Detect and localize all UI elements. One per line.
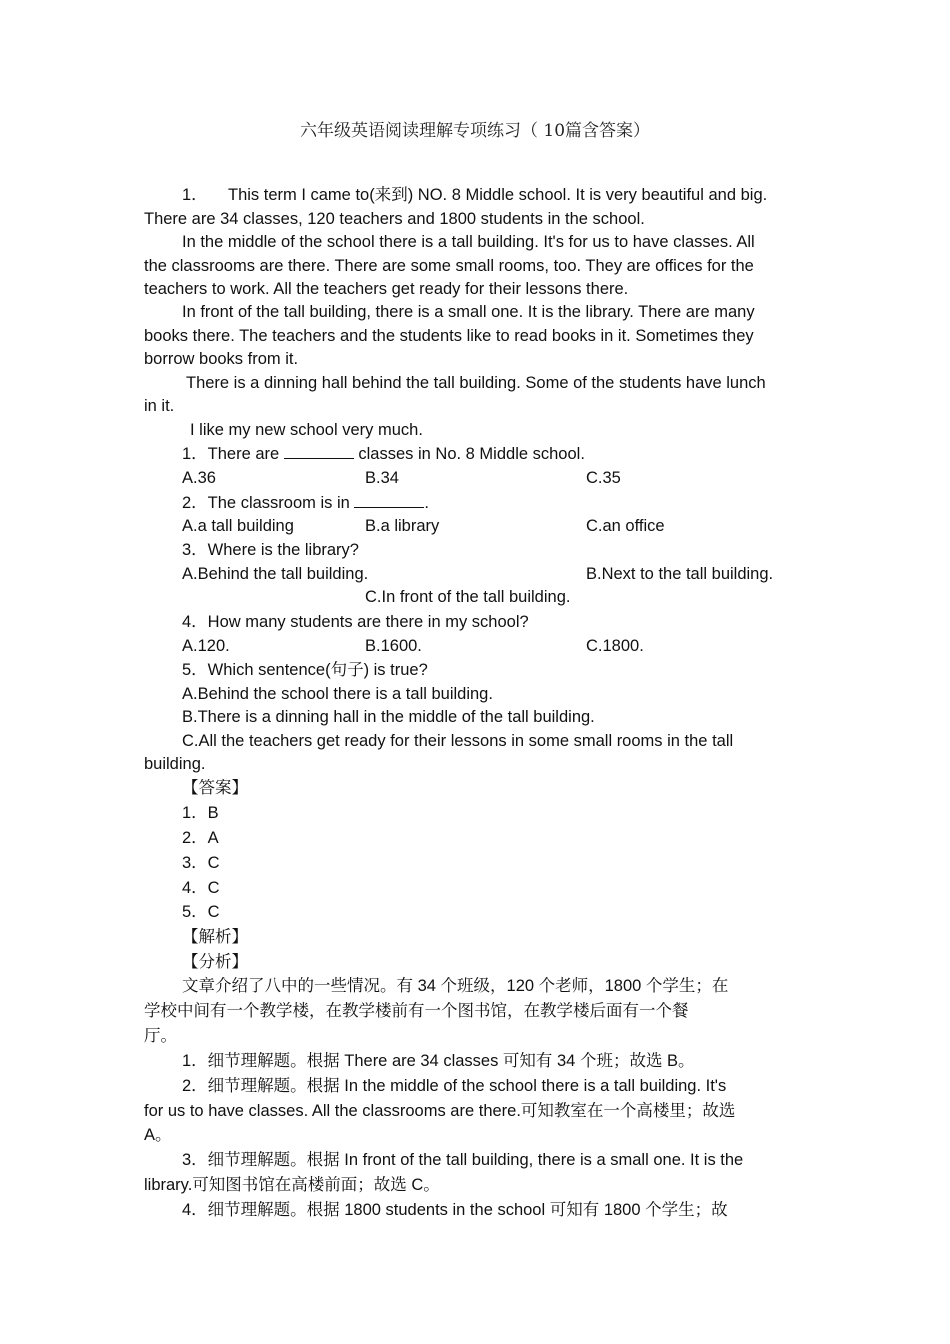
answer-item: 2．A	[182, 829, 219, 847]
question-1	[182, 442, 585, 466]
option-a: A.Behind the school there is a tall building.	[182, 685, 493, 703]
option-a: A.36	[182, 469, 216, 487]
passage-number: 1．	[182, 186, 208, 204]
passage-line: teachers to work. All the teachers get ready for their lessons there.	[144, 280, 629, 298]
question-text: classes in No. 8 Middle school.	[353, 445, 585, 463]
explanation-3-continued: library.可知图书馆在高楼前面；故选 C。	[144, 1176, 440, 1194]
question-text: 2．The classroom is in	[182, 494, 355, 512]
option-b: B.1600.	[365, 637, 422, 655]
option-c: C.All the teachers get ready for their lessons in some small rooms in the tall	[182, 732, 734, 750]
explanation-4: 4．细节理解题。根据 1800 students in the school 可知有 1800 个学生；故	[182, 1201, 728, 1219]
answers-heading: 【答案】	[182, 779, 248, 797]
option-a: A.120.	[182, 637, 230, 655]
question-text: .	[424, 494, 429, 512]
analysis-line: 文章介绍了八中的一些情况。有 34 个班级，120 个老师，1800 个学生；在	[182, 977, 729, 995]
answer-blank	[354, 491, 424, 508]
option-c: C.35	[586, 469, 621, 487]
passage-line: This term I came to(来到) NO. 8 Middle school. It is very beautiful and big.	[228, 186, 768, 204]
analysis-heading: 【解析】	[182, 928, 248, 946]
option-b: B.34	[365, 469, 399, 487]
passage-line: In the middle of the school there is a tall building. It's for us to have classes. All	[182, 233, 755, 251]
passage-line: There is a dinning hall behind the tall building. Some of the students have lunch	[186, 374, 766, 392]
analysis-subheading: 【分析】	[182, 953, 248, 971]
option-a: A.a tall building	[182, 517, 294, 535]
answer-item: 4．C	[182, 879, 220, 897]
option-b: B.Next to the tall building.	[586, 565, 774, 583]
answer-item: 3．C	[182, 854, 220, 872]
explanation-2-continued: A。	[144, 1126, 172, 1144]
explanation-2: 2．细节理解题。根据 In the middle of the school there is a tall building. It's	[182, 1077, 727, 1095]
answer-blank	[284, 442, 354, 459]
document-title: 六年级英语阅读理解专项练习（ 10篇含答案）	[299, 121, 651, 141]
question-2	[182, 491, 429, 515]
question-text: 1．There are	[182, 445, 284, 463]
question-4: 4．How many students are there in my school?	[182, 613, 529, 631]
passage-line: the classrooms are there. There are some small rooms, too. They are offices for the	[144, 257, 754, 275]
explanation-3: 3．细节理解题。根据 In front of the tall building, there is a small one. It is the	[182, 1151, 744, 1169]
passage-line: borrow books from it.	[144, 350, 299, 368]
option-b: B.There is a dinning hall in the middle of the tall building.	[182, 708, 595, 726]
passage-line: In front of the tall building, there is a small one. It is the library. There are many	[182, 303, 755, 321]
question-3: 3．Where is the library?	[182, 541, 359, 559]
option-c: C.an office	[586, 517, 665, 535]
answer-item: 5．C	[182, 903, 220, 921]
option-a: A.Behind the tall building.	[182, 565, 369, 583]
passage-line: I like my new school very much.	[190, 421, 423, 439]
question-5: 5．Which sentence(句子) is true?	[182, 661, 428, 679]
option-c-continued: building.	[144, 755, 206, 773]
analysis-line: 学校中间有一个教学楼，在教学楼前有一个图书馆，在教学楼后面有一个餐	[144, 1002, 689, 1020]
option-b: B.a library	[365, 517, 440, 535]
passage-line: books there. The teachers and the students like to read books in it. Sometimes they	[144, 327, 754, 345]
passage-line: in it.	[144, 397, 175, 415]
explanation-1: 1．细节理解题。根据 There are 34 classes 可知有 34 个班；故选 B。	[182, 1052, 695, 1070]
analysis-line: 厅。	[144, 1027, 177, 1045]
answer-item: 1．B	[182, 804, 219, 822]
passage-line: There are 34 classes, 120 teachers and 1800 students in the school.	[144, 210, 645, 228]
explanation-2-continued: for us to have classes. All the classrooms are there.可知教室在一个高楼里；故选	[144, 1102, 736, 1120]
option-c: C.1800.	[586, 637, 644, 655]
option-c: C.In front of the tall building.	[365, 588, 571, 606]
